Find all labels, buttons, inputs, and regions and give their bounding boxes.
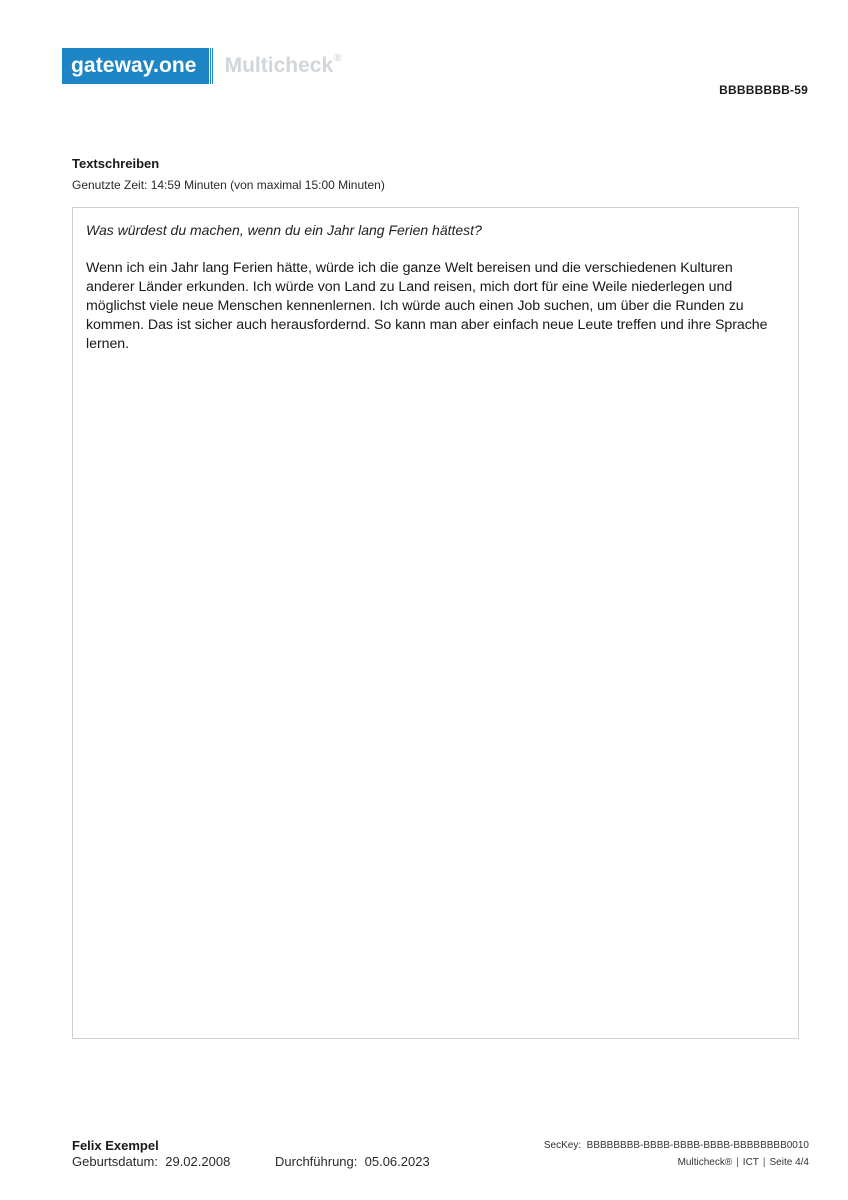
birth-date-value: 29.02.2008	[165, 1154, 231, 1169]
separator: |	[762, 1157, 766, 1168]
question-text: Was würdest du machen, wenn du ein Jahr lang Ferien hättest?	[86, 222, 482, 238]
page-number: Seite 4/4	[769, 1157, 809, 1168]
security-key	[544, 1140, 809, 1151]
logo-brand-box: gateway.one	[62, 48, 209, 84]
birth-date-label: Geburtsdatum:	[72, 1154, 158, 1169]
footer-profession: ICT	[742, 1157, 759, 1168]
footer-meta	[678, 1157, 809, 1168]
footer-product: Multicheck®	[677, 1157, 733, 1168]
separator: |	[736, 1157, 739, 1168]
birth-date	[72, 1154, 230, 1169]
document-id: BBBBBBBB-59	[719, 83, 808, 97]
time-used: Genutzte Zeit: 14:59 Minuten (von maximal 15:00 Minuten)	[72, 178, 385, 192]
execution-date	[275, 1154, 430, 1169]
logo-registered-mark: ®	[334, 53, 342, 64]
execution-date-label: Durchführung:	[275, 1154, 358, 1169]
answer-text: Wenn ich ein Jahr lang Ferien hätte, würde ich die ganze Welt bereisen und die verschiedenen Kulturen anderer Länder erkunden. Ich würde von Land zu Land reisen, mich dort für eine Weile niederlegen und möglichst viele neue Menschen kennenlernen. Ich würde auch einen Job suchen, um über die Runden zu kommen. Das ist sicher auch herausfordernd. So kann man aber einfach neue Leute treffen und ihre Sprache lernen.	[86, 260, 768, 352]
candidate-name: Felix Exempel	[72, 1138, 159, 1153]
execution-date-value: 05.06.2023	[364, 1154, 430, 1169]
logo-product	[225, 48, 342, 84]
logo-product-text: Multicheck	[224, 54, 334, 77]
answer-box	[72, 207, 799, 1039]
section-title: Textschreiben	[72, 156, 160, 171]
brand-logo	[62, 48, 342, 84]
seckey-label: SecKey:	[543, 1140, 582, 1151]
seckey-value: BBBBBBBB-BBBB-BBBB-BBBB-BBBBBBBB0010	[586, 1140, 809, 1151]
